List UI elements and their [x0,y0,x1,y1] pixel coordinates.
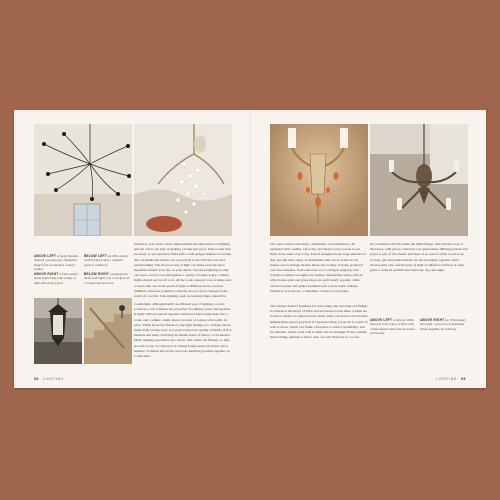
book-spread [14,110,486,388]
caption-above-right: ABOVE RIGHT A 19th-century metal frame hung with strings of light-refracting crystal. [34,272,79,285]
photo-modern-chandelier [34,124,132,236]
body-text-column-5: In a traditional French home the light fittings often tell the story of the house, with pieces collected over generations. Mixing periods and styles is part of the charm, and there is no need to stick to one look. Crystal, gilt and painted metal can all sit happily together when chosen with care, and the play of light on different surfaces is what gives a room its warmth and character, day and night. [370,242,468,273]
body-text-column-2: Candlelight, although hardly an efficient way of lighting a room, produces a soft romantic mood perfect for dining rooms and gardens at night. Mirrors placed opposite windows bounce light deep into a room, and a simple candle placed in front of a glass will double its glow. Think about the finish of your light fittings, too: antique pieces made from bronze, iron, wood and crystal are readily available at flea markets and sales, and bring an instant sense of history to an interior. Many lighting specialists also restore and rewire old fittings, so they are safe to use. A collection of vintage lamps need not match, and a mixture of shapes and styles can look charming grouped together on a side table. [134,302,232,359]
caption-below-left: BELOW LEFT An 18th-century church lantern adds a romantic touch to a hallway. [84,254,129,267]
page-number-right: 59 [461,377,466,381]
body-text-column-3: Of course, before electricity, chandeliers were intended to be equipped with candles, but today, and there's every reason to see them in the same way today. French designers have long understood this, and the wide range of chandeliers that can be found in old houses and at antique dealers shows the variety of styles produced over the centuries, from elaborate rococo designs dripping with crystals to simple wrought-iron frames. Nineteenth-century pieces with bronze arms and glass drops are particularly popular, while carved wooden and gilded examples suit a more rustic scheme. Whatever you choose, a chandelier creates a focal point. [270,242,366,293]
photo-wall-sconce [270,124,368,236]
folio-left [34,377,64,381]
photo-giltwood-chandelier [370,124,468,236]
page-gutter [250,110,251,388]
body-text-column-4: The antique dealer's fondness for renovating and restoring old fittings is evident in the shops of Paris and provincial towns alike. Lamps are rewired, shades are replaced and candle arms converted to hold bulbs, making these pieces practical for modern living. Look out for pairs of wall sconces, which can frame a fireplace or mirror beautifully, and for lanterns, which work well in halls and on landings. Even a simple metal fitting, painted or left to rust, can add character to a room. [270,304,368,340]
section-label-left: LIGHTING [42,377,64,381]
page-number-left: 58 [34,377,39,381]
caption-right-above-right: ABOVE RIGHT An 18th-century silver-gilt, carved wood chandelier hangs elegantly in a hallway. [420,318,466,331]
body-text-column-1: Whatever your tastes, don't underestimate the importance of lighting and the role it can play in making a home feel good. Your rooms may be nearly as you planned, filled with a well-judged mixture of texture and old-fashioned charm, but a poorly lit room will feel cold and unwelcoming. The incorrect use of light can make even the most beautiful scheme look flat, so plan ahead. Overhead lighting is only one layer, and for real atmosphere a variety of lamps is key. Ceiling lights should not be left to do all the work; instead, look at lamps and sconces that can create pools of light at different levels, and use dimmers wherever possible so that the mood can be changed at the touch of a switch. Task lighting, such as reading lamps, should be [134,242,232,299]
photo-crystal-chandelier [134,124,232,236]
caption-right-above-left: ABOVE LEFT A delicate 1940s mirrored wall sconce is fitted with candle-shaped bulbs and decorated with beads. [370,318,415,336]
caption-above-left: ABOVE LEFT A Serge Mouille-inspired contemporary chandelier hangs from an Oriental, vaulted ceiling. [34,254,79,272]
photo-staircase-lights [84,298,132,364]
photo-church-lantern [34,298,82,364]
caption-below-right: BELOW RIGHT Contemporary metal wall lights cast a soft glow in a cream stone staircase. [84,272,130,285]
section-label-right: LIGHTING [436,377,458,381]
folio-right [436,377,466,381]
